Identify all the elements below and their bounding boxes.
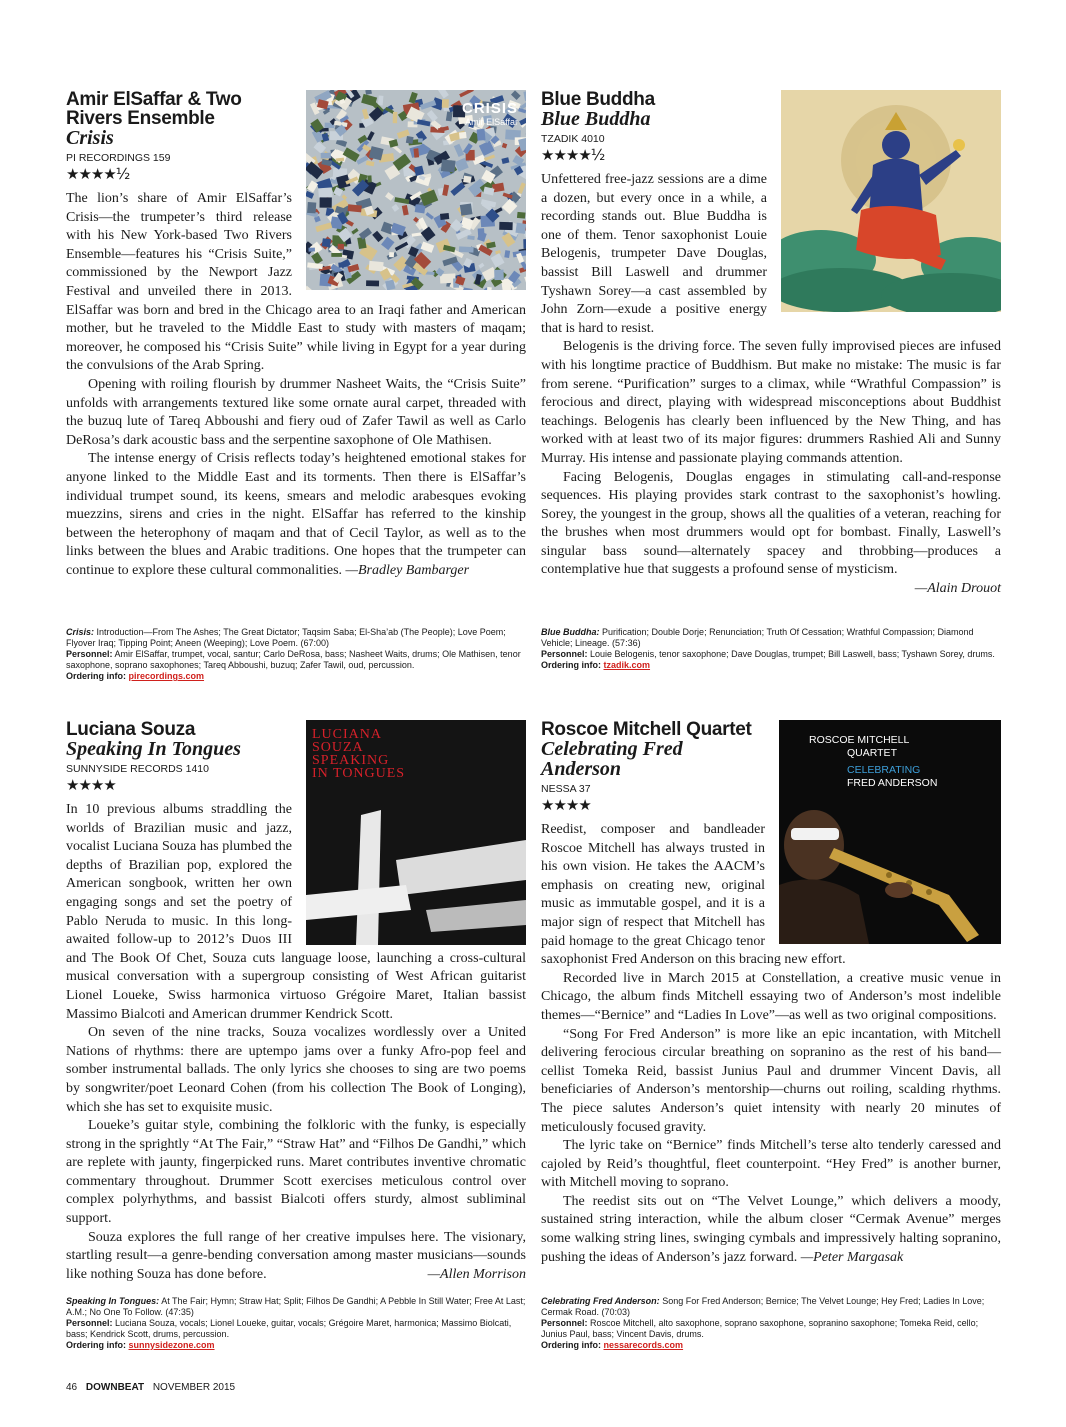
personnel-label: Personnel: xyxy=(66,649,113,659)
byline: —Allen Morrison xyxy=(427,1266,526,1282)
tracks-heading: Blue Buddha: xyxy=(541,627,600,637)
buddha-painting-image xyxy=(781,90,1001,312)
cover-artist-1: LUCIANA xyxy=(312,727,382,742)
paragraph: Facing Belogenis, Douglas engages in stimulating call-and-response sequences. His playing provides stark contrast to the saxophonist’s howling. Sorey, the youngest in the group, shows all the qualities of a veteran, reaching for the brushes when most drummers would opt for bombast. Finally, Laswell’s singular bass sound—alternately spacey and throbbing—produces a contemplative hue that suggests a profound sense of mysticism. xyxy=(541,469,1001,578)
paragraph: Recorded live in March 2015 at Constellation, a creative music venue in Chicago, the album finds Mitchell essaying two of Anderson’s most indelible themes—“Bernice” and “Ladies In Love”—as well as two original compositions. xyxy=(541,970,1001,1023)
album-title: Celebrating Fred Anderson xyxy=(541,738,683,780)
ordering-label: Ordering info: xyxy=(66,671,126,681)
personnel-label: Personnel: xyxy=(541,1318,588,1328)
cover-title: CRISIS xyxy=(461,100,518,117)
cover-title-2: IN TONGUES xyxy=(312,766,406,781)
track-list: Song For Fred Anderson; Bernice; The Velvet Lounge; Hey Fred; Ladies In Love; Cermak Road. (70:03) xyxy=(541,1296,985,1317)
ordering-label: Ordering info: xyxy=(541,1340,601,1350)
paragraph: On seven of the nine tracks, Souza vocalizes wordlessly over a United Nations of rhythms: there are uptempo jams over a funky Afro-pop feel and somber instrumental ballads. The only lyrics she chooses to sing are two poems by songwriter/poet Leonard Cohen (from his collection The Book of Longing), which she has set to exquisite music. xyxy=(66,1025,526,1115)
cover-subtitle: Amir ElSaffar xyxy=(465,117,518,127)
artist-name: Amir ElSaffar & Two Rivers Ensemble xyxy=(66,89,242,129)
album-title: Speaking In Tongues xyxy=(66,738,241,760)
personnel-list: Roscoe Mitchell, alto saxophone, soprano saxophone, sopranino saxophone; Tomeka Reid, cello; Junius Paul, bass; Vincent Davis, drums. xyxy=(541,1318,979,1339)
personnel-list: Louie Belogenis, tenor saxophone; Dave Douglas, trumpet; Bill Laswell, bass; Tyshawn Sorey, drums. xyxy=(590,649,995,659)
paragraph: Unfettered free-jazz sessions are a dime a dozen, but every once in a while, a recording stands out. Blue Buddha is one of them. Tenor saxophonist Louie Belogenis, trumpeter Dave Douglas, bassist Bill Laswell and drummer Tyshawn Sorey—a cast assembled by John Zorn—exude a positive energy that is hard to resist. xyxy=(541,172,767,336)
ordering-link[interactable]: pirecordings.com xyxy=(128,671,205,681)
byline: —Alain Drouot xyxy=(914,581,1001,597)
paragraph: Belogenis is the driving force. The seven fully improvised pieces are infused with his longtime practice of Buddhism. But make no mistake: The music is far from serene. “Purification” surges to a climax, while “Wrathful Compassion” is ferocious and direct, playing with widespread misconceptions about Buddhist teachings. Belogenis has clearly been influenced by the New Thing, and has worked with at least two of its major figures: drummers Rashied Ali and Sunny Murray. His intense and passionate playing commands attention. xyxy=(541,339,1001,466)
album-title: Crisis xyxy=(66,127,114,149)
ordering-link[interactable]: tzadik.com xyxy=(603,660,651,670)
magazine-name: DOWNBEAT xyxy=(85,1382,145,1393)
track-list: Introduction—From The Ashes; The Great Dictator; Taqsim Saba; El-Sha’ab (The People); Love Poem; Flyover Iraq; Tipping Point; Aneen (Weeping); Love Poem. (67:00) xyxy=(66,627,506,648)
star-rating: ★★★★½ xyxy=(541,146,605,164)
star-rating: ★★★★ xyxy=(541,796,591,814)
page-footer xyxy=(66,1382,235,1393)
track-list: Purification; Double Dorje; Renunciation; Truth Of Cessation; Wrathful Compassion; Diamond Vehicle; Lineage. (57:36) xyxy=(541,627,974,648)
paragraph: Opening with roiling flourish by drummer Nasheet Waits, the “Crisis Suite” unfolds with arrangements textured like some ornate aural carpet, threaded with the buzuq lute of Tareq Abboushi and fiery oud of Zafer Tawil as well as Carlo DeRosa’s dark acoustic bass and the serpentine saxophone of Ole Mathisen. xyxy=(66,376,526,448)
album-title: Blue Buddha xyxy=(541,108,651,130)
paragraph: The intense energy of Crisis reflects today’s heightened emotional stakes for anyone linked to the Middle East and its torments. Then there is ElSaffar’s individual trumpet sound, its keens, smears and melodic arabesques evoking muezzins, sirens and cries in the night. ElSaffar has referred to the kinship between the heterophony of maqam and that of Cecil Taylor, as well as to the links between the blues and Arabic traditions. One hopes that the trumpeter can continue to explore these cultural commonalities. —Bradley Bambarger xyxy=(66,451,526,578)
tracks-heading: Speaking In Tongues: xyxy=(66,1296,160,1306)
ordering-label: Ordering info: xyxy=(66,1340,126,1350)
album-cover-crisis xyxy=(306,90,526,290)
star-rating: ★★★★½ xyxy=(66,165,130,183)
cover-title-2: FRED ANDERSON xyxy=(847,777,938,789)
album-info xyxy=(541,627,1001,671)
paragraph: The lyric take on “Bernice” finds Mitchell’s terse alto tenderly caressed and cajoled by Reid’s thoughtful, fleet counterpoint. “Hey Fred” is another burner, with Mitchell moving to soprano. xyxy=(541,1138,1001,1191)
track-list: At The Fair; Hymn; Straw Hat; Split; Filhos De Gandhi; A Pebble In Still Water; Free At Last; A.M.; No One To Follow. (47:35) xyxy=(66,1296,526,1317)
review-mitchell xyxy=(541,720,1001,1267)
star-rating: ★★★★ xyxy=(66,776,116,794)
personnel-list: Amir ElSaffar, trumpet, vocal, santur; Carlo DeRosa, bass; Nasheet Waits, drums; Ole Mathisen, tenor saxophone, soprano saxophones; Tareq Abboushi, buzuq; Zafer Tawil, oud, percussion. xyxy=(66,649,521,670)
album-info xyxy=(66,1296,526,1351)
paragraph: Loueke’s guitar style, combining the folkloric with the funky, is especially strong in the sprightly “At The Fair,” “Straw Hat” and “Filhos De Gandhi,” which are replete with jaunty, fingerpicked runs. Maret contributes inventive chromatic commentary throughout. Drummer Scott exercises meticulous control over complex polyrhythms, and bassist Bialcoti offers sturdy, almost subliminal support. xyxy=(66,1118,526,1227)
ordering-link[interactable]: sunnysidezone.com xyxy=(128,1340,215,1350)
record-label: PI RECORDINGS 159 xyxy=(66,152,171,164)
tracks-heading: Crisis: xyxy=(66,627,95,637)
review-souza xyxy=(66,720,526,1284)
artist-name: Roscoe Mitchell Quartet xyxy=(541,719,752,740)
cover-title-1: CELEBRATING xyxy=(847,764,921,776)
record-label: NESSA 37 xyxy=(541,783,591,795)
cover-title-1: SPEAKING xyxy=(312,753,390,768)
album-cover-blue-buddha xyxy=(781,90,1001,312)
paragraph: Reedist, composer and bandleader Roscoe Mitchell has always trusted in his own vision. He takes the AACM’s emphasis on creating new, original music as immutable gospel, and it is a major sign of respect that Mitchell has paid homage to the great Chicago tenor saxophonist Fred Anderson on this bracing new effort. xyxy=(541,822,846,968)
paragraph: Souza explores the full range of her creative impulses here. The visionary, startling result—a genre-bending conversation among master musicians—sounds like nothing Souza has done before. —Allen Morrison xyxy=(66,1229,526,1285)
cover-artist-2: SOUZA xyxy=(312,740,364,755)
issue-date: NOVEMBER 2015 xyxy=(152,1382,236,1393)
paragraph: The reedist sits out on “The Velvet Lounge,” which delivers a moody, sustained string interaction, while the album closer “Cermak Avenue” merges some walking string lines, swinging cymbals and impressively halting sopranino, pushing the ideas of Anderson’s jazz forward. —Peter Margasak xyxy=(541,1193,1001,1265)
artist-name: Luciana Souza xyxy=(66,719,196,740)
page-number: 46 xyxy=(66,1382,78,1393)
byline: —Bradley Bambarger xyxy=(345,562,470,578)
personnel-list: Luciana Souza, vocals; Lionel Loueke, guitar, vocals; Grégoire Maret, harmonica; Massimo Biolcati, bass; Kendrick Scott, drums, percussion. xyxy=(66,1318,512,1339)
personnel-label: Personnel: xyxy=(541,649,588,659)
record-label: SUNNYSIDE RECORDS 1410 xyxy=(66,763,209,775)
cover-artist-2: QUARTET xyxy=(847,747,897,759)
ordering-link[interactable]: nessarecords.com xyxy=(603,1340,684,1350)
review-elsaffar xyxy=(66,90,526,580)
paragraph: “Song For Fred Anderson” is more like an epic incantation, with Mitchell delivering ferocious circular breathing on sopranino as the rest of his band—cellist Tomeka Reid, bassist Junius Paul and drummer Vincent Davis, all beneficiaries of Anderson’s mentorship—churns out roiling, scalding rhythms. The piece salutes Anderson’s quiet intensity with nearly 20 minutes of meticulously focused gravity. xyxy=(541,1026,1001,1135)
record-label: TZADIK 4010 xyxy=(541,133,605,145)
review-blue-buddha xyxy=(541,90,1001,599)
paragraph: In 10 previous albums straddling the worlds of Brazilian music and jazz, vocalist Luciana Souza has plumbed the depths of Brazilian pop, explored the American songbook, written her own engaging songs and set the poetry of Pablo Neruda to music. In this long-awaited follow-up to 2012’s Duos III and The Book Of Chet, Souza cuts language loose, launching a cross-cultural musical conversation with a supergroup consisting of West African guitarist Lionel Loueke, Swiss harmonica virtuoso Grégoire Maret, Italian bassist Massimo Bialcoti and American drummer Kendrick Scott. xyxy=(66,802,526,1022)
album-cover-celebrating-fred-anderson xyxy=(779,720,1001,944)
byline: —Peter Margasak xyxy=(800,1249,904,1265)
artist-name: Blue Buddha xyxy=(541,89,655,110)
paragraph: The lion’s share of Amir ElSaffar’s Crisis—the trumpeter’s third release with his New York-based Two Rivers Ensemble—features his “Crisis Suite,” commissioned by the Newport Jazz Festival and unveiled there in 2013. ElSaffar was born and bred in the Chicago area to an Iraqi father and American mother, but he traveled to the Middle East to study with masters of maqam; moreover, he composed his “Crisis Suite” while living in Egypt for a year during the convulsions of the Arab Spring. xyxy=(66,191,526,374)
cover-artist-1: ROSCOE MITCHELL xyxy=(809,734,910,746)
album-info xyxy=(541,1296,1001,1351)
ordering-label: Ordering info: xyxy=(541,660,601,670)
personnel-label: Personnel: xyxy=(66,1318,113,1328)
tracks-heading: Celebrating Fred Anderson: xyxy=(541,1296,660,1306)
album-info xyxy=(66,627,526,682)
album-cover-speaking-in-tongues xyxy=(306,720,526,945)
